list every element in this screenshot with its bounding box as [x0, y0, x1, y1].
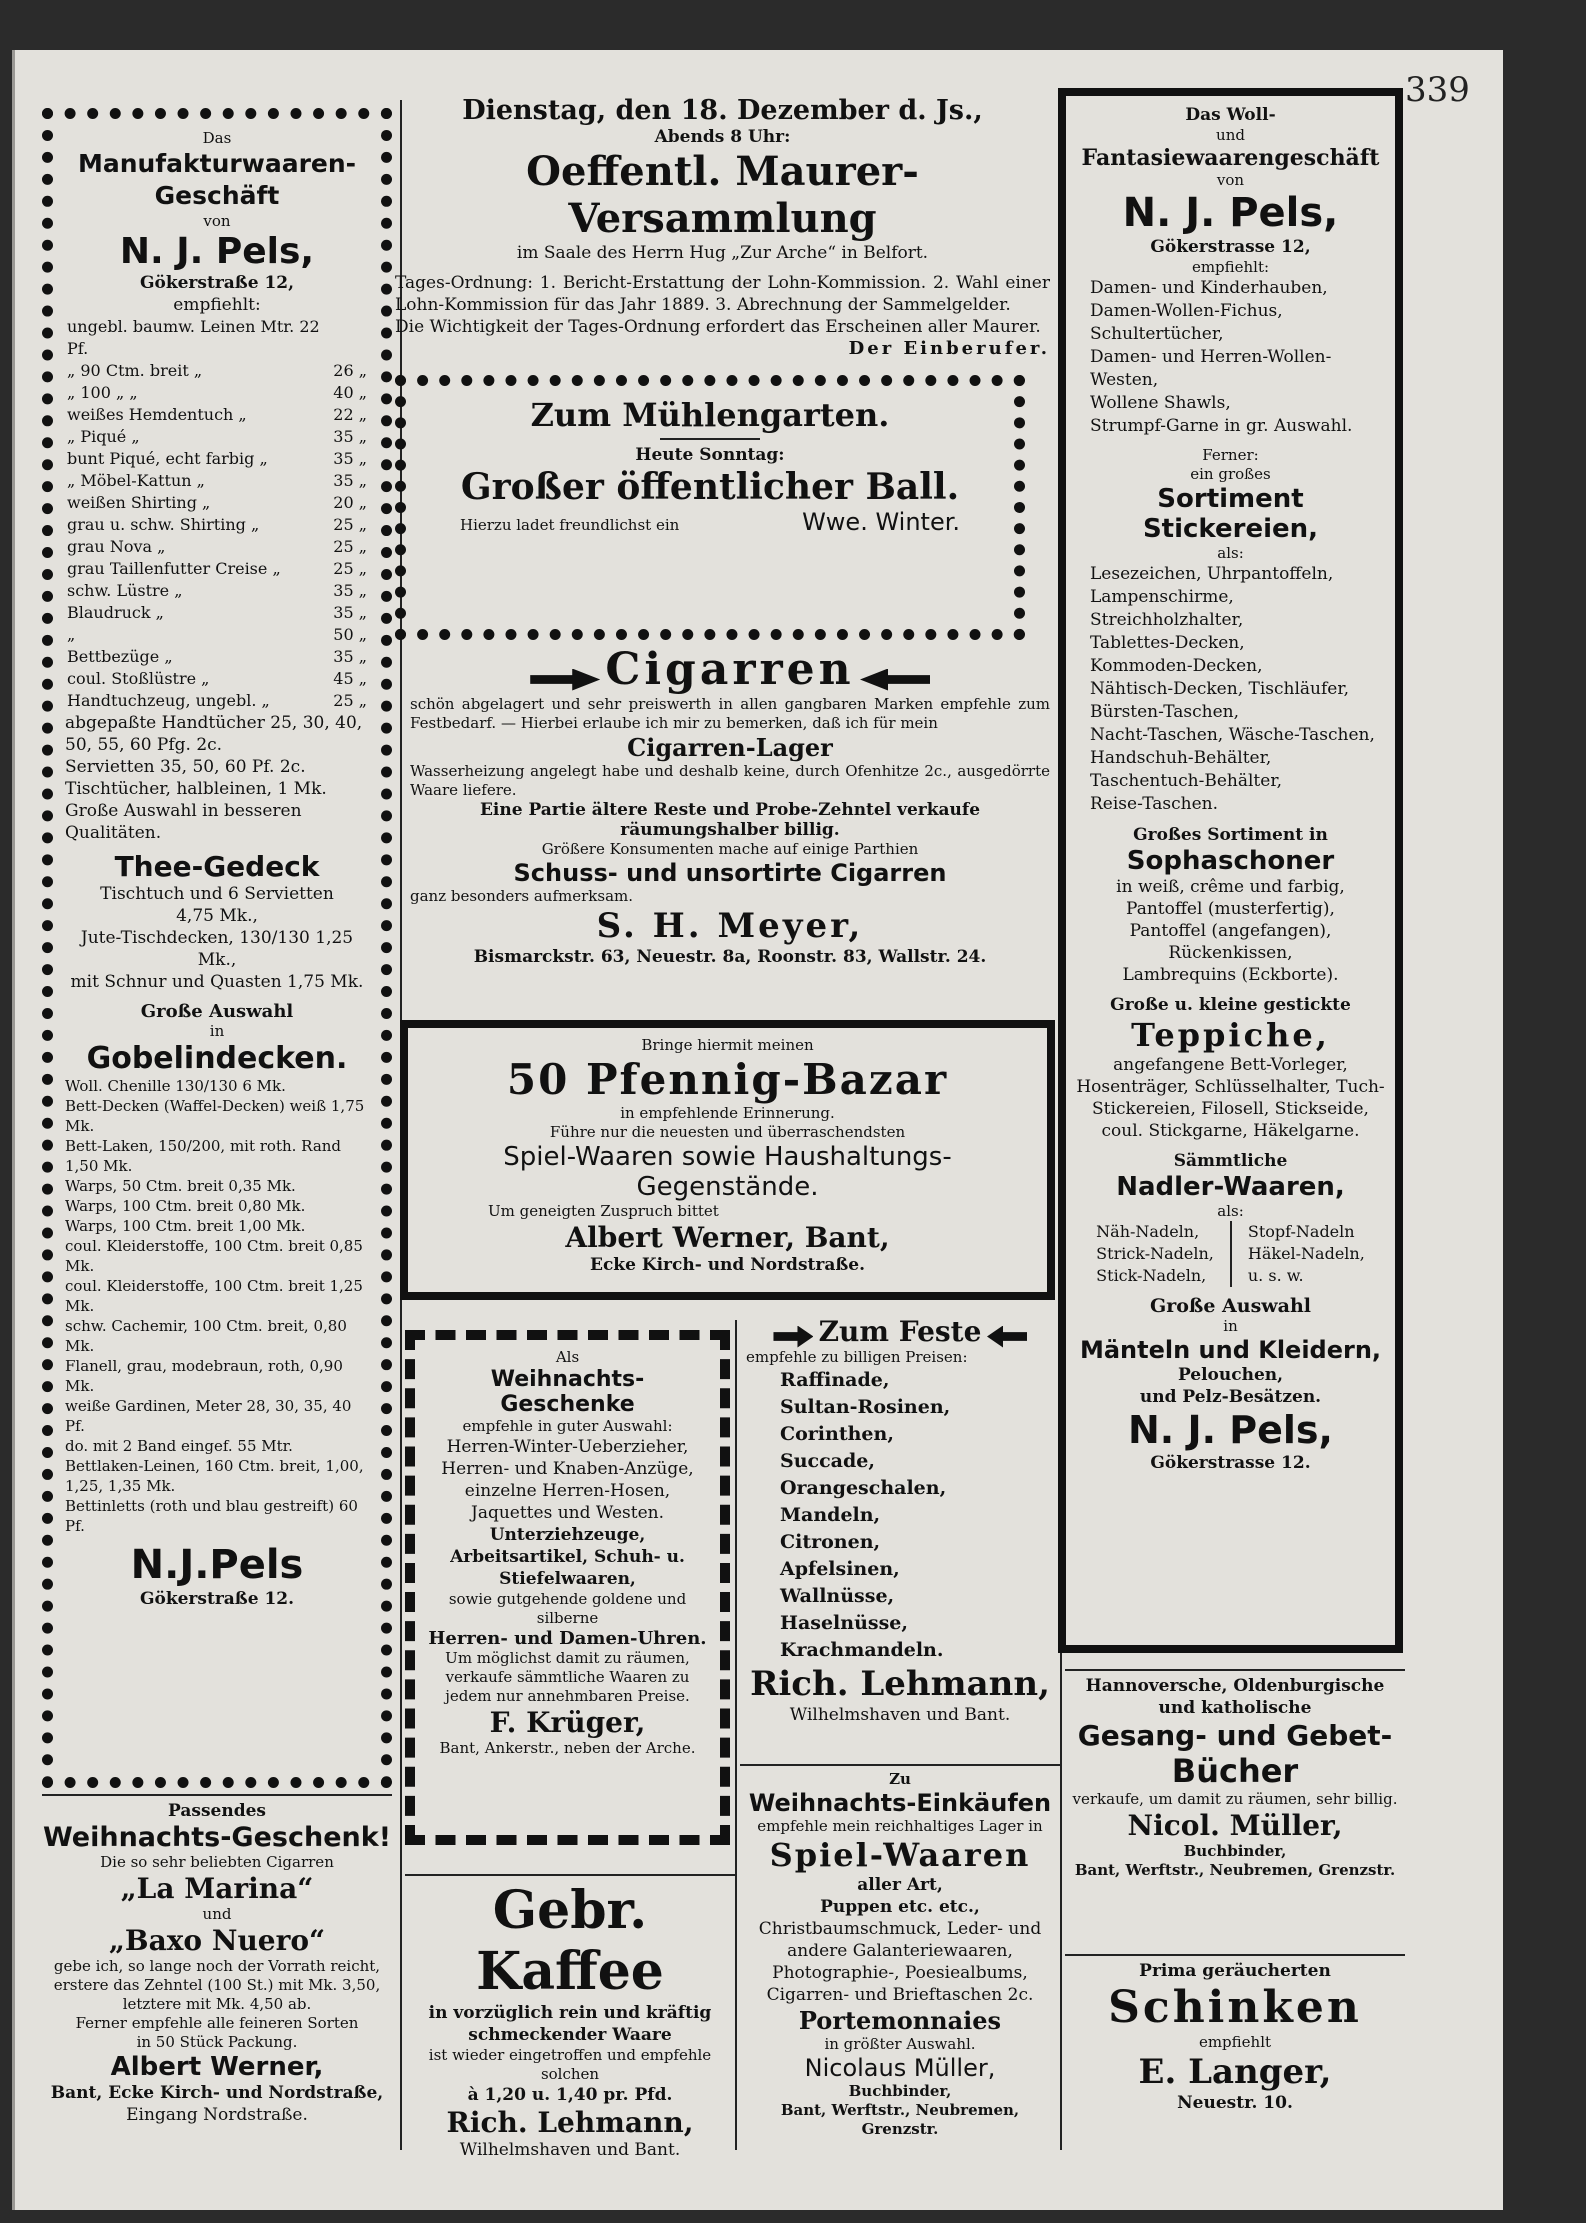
kaffee-ad — [405, 1870, 735, 2160]
mf-sign-address: Gökerstraße 12. — [139, 1589, 295, 1609]
kaffee-addr: Wilhelmshaven und Bant. — [459, 2140, 681, 2160]
woll-stick: Sortiment Stickereien, — [1142, 484, 1319, 544]
price-row — [65, 404, 369, 426]
wg-line: in 50 Stück Packung. — [136, 2033, 298, 2051]
price-value: 25 „ — [333, 691, 367, 710]
feste-item: Apfelsinen, — [780, 1558, 900, 1580]
gesang-text: verkaufe, um damit zu räumen, sehr billig. — [1072, 1790, 1398, 1808]
price-label: grau Nova „ — [67, 537, 166, 556]
wg-und: und — [202, 1905, 232, 1923]
mf-sign-name: N.J.Pels — [130, 1542, 304, 1588]
woll-item: Damen- und Kinderhauben, — [1090, 278, 1328, 298]
price-label: „ 90 Ctm. breit „ — [67, 361, 203, 380]
woll-empf: empfiehlt: — [1191, 258, 1270, 276]
pointing-hand-icon — [530, 669, 600, 691]
muehle-sign: Wwe. Winter. — [802, 508, 960, 536]
stick-item: Lesezeichen, Uhrpantoffeln, — [1090, 564, 1334, 584]
mf-title: Manufakturwaaren-Geschäft — [77, 149, 357, 210]
krueger-als: Als — [555, 1348, 580, 1366]
sopha-item: Pantoffel (angefangen), — [1129, 921, 1332, 941]
price-value: 35 „ — [333, 427, 367, 446]
krueger-addr: Bant, Ankerstr., neben der Arche. — [439, 1739, 696, 1757]
wg-line: gebe ich, so lange noch der Vorrath reicht, — [53, 1957, 381, 1975]
cig-name: S. H. Meyer, — [596, 906, 864, 946]
gobelin-line: Woll. Chenille 130/130 6 Mk. — [65, 1077, 286, 1095]
price-label: ungebl. baumw. Leinen Mtr. 22 Pf. — [67, 317, 320, 358]
woll-item: Damen- und Herren-Wollen-Westen, — [1090, 347, 1332, 390]
maurer-ad — [395, 95, 1050, 370]
wg-headline: Weihnachts-Geschenk! — [42, 1822, 392, 1853]
cig-text4: ganz besonders aufmerksam. — [410, 887, 634, 905]
price-label: schw. Lüstre „ — [67, 581, 183, 600]
bazar-sub: in empfehlende Erinnerung. — [620, 1104, 835, 1122]
gesang-title: Gesang- und Gebet- — [1077, 1719, 1393, 1752]
gobelin-line: schw. Cachemir, 100 Ctm. breit, 0,80 Mk. — [65, 1317, 347, 1355]
price-label: weißen Shirting „ — [67, 493, 211, 512]
price-row — [65, 580, 369, 602]
bazar-addr: Ecke Kirch- und Nordstraße. — [590, 1255, 865, 1275]
gobelin-line: Flanell, grau, modebraun, roth, 0,90 Mk. — [65, 1357, 343, 1395]
feste-item: Haselnüsse, — [780, 1612, 908, 1634]
price-row — [65, 668, 369, 690]
feste-item: Krachmandeln. — [780, 1639, 944, 1661]
price-label: „ — [67, 625, 76, 644]
spiel-art: aller Art, — [857, 1875, 943, 1895]
woll-und: und — [1216, 126, 1245, 144]
gobelin-line: Warps, 50 Ctm. breit 0,35 Mk. — [65, 1177, 296, 1195]
maurer-sign: Der Einberufer. — [848, 338, 1050, 359]
sopha-item: Rückenkissen, — [1168, 943, 1293, 963]
schinken-ad — [1065, 1950, 1405, 2150]
wg-addr: Bant, Ecke Kirch- und Nordstraße, — [50, 2083, 384, 2103]
thee-lines — [65, 883, 369, 993]
spiel-title: Weihnachts-Einkäufen — [748, 1789, 1052, 1817]
weihnachts-geschenk-ad — [42, 1790, 392, 2160]
price-value: 45 „ — [333, 669, 367, 688]
gobelin-line: Bettlaken-Leinen, 160 Ctm. breit, 1,00, 1,25, 1,35 Mk. — [65, 1457, 364, 1495]
kaffee-line3: ist wieder eingetroffen und empfehle solchen — [428, 2046, 712, 2083]
stick-item: Kommoden-Decken, — [1090, 656, 1263, 676]
nadel-item: Häkel-Nadeln, — [1247, 1244, 1365, 1263]
sopha-item: Pantoffel (musterfertig), — [1126, 899, 1335, 919]
feste-name: Rich. Lehmann, — [750, 1664, 1050, 1704]
feste-item: Succade, — [780, 1450, 875, 1472]
feste-item: Orangeschalen, — [780, 1477, 947, 1499]
price-value: 22 „ — [333, 405, 367, 424]
price-row — [65, 316, 369, 360]
price-value: 20 „ — [333, 493, 367, 512]
woll-fantasie-ad — [1058, 88, 1403, 1653]
price-row — [65, 514, 369, 536]
wg-addr2: Eingang Nordstraße. — [126, 2105, 308, 2125]
schinken-name: E. Langer, — [1138, 2052, 1332, 2092]
spiel-zu: Zu — [889, 1770, 911, 1788]
feste-ad — [740, 1315, 1060, 1755]
price-row — [65, 602, 369, 624]
price-value: 35 „ — [333, 603, 367, 622]
thee-line: Tischtuch und 6 Servietten — [100, 884, 334, 904]
mf-extra-line: abgepaßte Handtücher 25, 30, 40, 50, 55, 60 Pfg. 2c. — [65, 713, 363, 755]
price-row — [65, 690, 369, 712]
woll-ein: ein großes — [1190, 465, 1271, 483]
krueger-intro: empfehle in guter Auswahl: — [462, 1417, 673, 1435]
schinken-intro: Prima geräucherten — [1139, 1961, 1331, 1981]
bazar-text: Führe nur die neuesten und überraschendsten — [549, 1123, 906, 1141]
muehle-title: Zum Mühlengarten. — [530, 396, 890, 434]
woll-gross: Großes Sortiment in — [1133, 825, 1328, 845]
price-label: grau Taillenfutter Creise „ — [67, 559, 281, 578]
woll-sopha: Sophaschoner — [1126, 846, 1335, 876]
gobelin-line: Warps, 100 Ctm. breit 0,80 Mk. — [65, 1197, 306, 1215]
price-row — [65, 558, 369, 580]
sopha-items-list — [1076, 876, 1385, 986]
woll-addr: Gökerstrasse 12, — [1150, 237, 1311, 257]
bazar-ask: Um geneigten Zuspruch bittet — [488, 1202, 719, 1220]
nadler-als: als: — [1217, 1202, 1244, 1220]
price-label: coul. Stoßlüstre „ — [67, 669, 210, 688]
maurer-date: Dienstag, den 18. Dezember d. Js., — [462, 95, 983, 126]
gesang-job: Buchbinder, — [1183, 1842, 1287, 1860]
gobelin-line: weiße Gardinen, Meter 28, 30, 35, 40 Pf. — [65, 1397, 352, 1435]
mf-name: N. J. Pels, — [119, 231, 315, 272]
price-row — [65, 360, 369, 382]
price-value: 25 „ — [333, 515, 367, 534]
cig-partie: Eine Partie ältere Reste und Probe-Zehntel verkaufe räumungshalber billig. — [479, 800, 981, 840]
muehlengarten-ad — [395, 375, 1025, 640]
woll-von: von — [1216, 171, 1245, 189]
wg-title: Passendes — [168, 1801, 266, 1821]
spiel-text: Christbaumschmuck, Leder- und andere Galanteriewaaren, Photographie-, Poesiealbums, Cigarren- und Brieftaschen 2c. — [758, 1919, 1042, 2005]
woll-als: als: — [1217, 544, 1244, 562]
mf-auswahl: Große Auswahl — [140, 1001, 294, 1022]
thee-title: Thee-Gedeck — [114, 850, 320, 883]
nadel-item: u. s. w. — [1247, 1266, 1304, 1285]
mf-empfiehlt: empfiehlt: — [173, 295, 261, 315]
stick-item: Reise-Taschen. — [1090, 794, 1218, 814]
nadel-item: Stopf-Nadeln — [1247, 1222, 1355, 1241]
thee-line: mit Schnur und Quasten 1,75 Mk. — [70, 972, 364, 992]
stick-item: Handschuh-Behälter, — [1090, 748, 1272, 768]
price-row — [65, 646, 369, 668]
gesang-addr: Bant, Werftstr., Neubremen, Grenzstr. — [1074, 1861, 1396, 1879]
cig-addr: Bismarckstr. 63, Neuestr. 8a, Roonstr. 83, Wallstr. 24. — [473, 947, 987, 967]
schinken-addr: Neuestr. 10. — [1177, 2093, 1293, 2113]
price-value — [325, 316, 369, 360]
krueger-goods3: sowie gutgehende goldene und silberne — [448, 1590, 687, 1627]
wg-line: Ferner empfehle alle feineren Sorten — [75, 2014, 359, 2032]
krueger-goods: Herren-Winter-Ueberzieher, Herren- und Knaben-Anzüge, einzelne Herren-Hosen, Jaquettes und Westen. — [441, 1437, 694, 1523]
gobelin-line: Bett-Laken, 150/200, mit roth. Rand 1,50 Mk. — [65, 1137, 342, 1175]
price-value: 35 „ — [333, 581, 367, 600]
gesang-line1: Hannoversche, Oldenburgische — [1085, 1676, 1385, 1696]
stick-items-list — [1076, 563, 1385, 816]
price-value: 26 „ — [333, 361, 367, 380]
spielwaaren-ad — [740, 1760, 1060, 2150]
manufaktur-ad — [42, 108, 392, 1788]
woll-name: N. J. Pels, — [1122, 190, 1339, 236]
stick-item: Lampenschirme, — [1090, 587, 1234, 607]
wg-line1: Die so sehr beliebten Cigarren — [100, 1853, 334, 1871]
mf-extra-line: Servietten 35, 50, 60 Pf. 2c. — [65, 757, 306, 777]
bazar-goods: Spiel-Waaren sowie Haushaltungs-Gegenstände. — [503, 1142, 952, 1202]
feste-item: Wallnüsse, — [780, 1585, 895, 1607]
cig-schuss: Schuss- und unsortirte Cigarren — [513, 859, 947, 887]
price-label: bunt Piqué, echt farbig „ — [67, 449, 268, 468]
woll-title1: Das Woll- — [1185, 105, 1276, 125]
wg-name: Albert Werner, — [110, 2052, 324, 2082]
woll-item: Wollene Shawls, — [1090, 393, 1231, 413]
woll-addr2: Gökerstrasse 12. — [1150, 1453, 1311, 1473]
price-value: 35 „ — [333, 647, 367, 666]
mf-price-list — [65, 316, 369, 712]
price-label: „ Piqué „ — [67, 427, 140, 446]
woll-item: Schultertücher, — [1090, 324, 1224, 344]
woll-item: Strumpf-Garne in gr. Auswahl. — [1090, 416, 1353, 436]
price-row — [65, 492, 369, 514]
woll-ferner: Ferner: — [1202, 446, 1259, 464]
nadeln-right — [1232, 1221, 1381, 1287]
muehle-ball: Großer öffentlicher Ball. — [460, 466, 960, 508]
teppich-title: Teppiche, — [1131, 1016, 1330, 1054]
price-row — [65, 624, 369, 646]
nadeln-left — [1080, 1221, 1232, 1287]
middle-subdivider — [735, 1320, 737, 2150]
maurer-agenda: Tages-Ordnung: 1. Bericht-Erstattung der Lohn-Kommission. 2. Wahl einer Lohn-Kommission für das Jahr 1889. 3. Abrechnung der Sammelgelder. — [395, 273, 1050, 315]
maurer-time: Abends 8 Uhr: — [654, 127, 791, 147]
woll-items-list — [1076, 277, 1385, 438]
gobelin-line: coul. Kleiderstoffe, 100 Ctm. breit 1,25 Mk. — [65, 1277, 363, 1315]
woll-maentel: Mänteln und Kleidern, — [1079, 1336, 1382, 1364]
gobelin-title: Gobelindecken. — [86, 1041, 348, 1076]
gobelin-line: Warps, 100 Ctm. breit 1,00 Mk. — [65, 1217, 306, 1235]
spiel-port: Portemonnaies — [798, 2006, 1002, 2035]
stick-item: Nacht-Taschen, Wäsche-Taschen, — [1090, 725, 1375, 745]
feste-intro: empfehle zu billigen Preisen: — [746, 1348, 968, 1366]
price-value: 35 „ — [333, 471, 367, 490]
cig-text3: Größere Konsumenten mache auf einige Parthien — [541, 840, 919, 858]
spiel-name: Nicolaus Müller, — [804, 2054, 996, 2082]
bazar-name: Albert Werner, Bant, — [565, 1221, 890, 1254]
stick-item: Tablettes-Decken, — [1090, 633, 1245, 653]
kaffee-line2: schmeckender Waare — [468, 2025, 672, 2045]
woll-pelz: und Pelz-Besätzen. — [1139, 1387, 1322, 1407]
price-value: 50 „ — [333, 625, 367, 644]
krueger-goods2: Unterziehzeuge, Arbeitsartikel, Schuh- u. Stiefelwaaren, — [450, 1525, 685, 1589]
maurer-title: Oeffentl. Maurer-Versammlung — [526, 148, 919, 242]
gesang-ad — [1065, 1665, 1405, 1950]
maurer-note: Die Wichtigkeit der Tages-Ordnung erfordert das Erscheinen aller Maurer. — [395, 317, 1041, 337]
gobelin-line: Bettinletts (roth und blau gestreift) 60 Pf. — [65, 1497, 358, 1535]
mf-extra-line: Tischtücher, halbleinen, 1 Mk. — [65, 779, 327, 799]
bazar-title: 50 Pfennig-Bazar — [506, 1055, 949, 1104]
cig-text2: Wasserheizung angelegt habe und deshalb keine, durch Ofenhitze 2c., ausgedörrte Waare liefere. — [410, 762, 1050, 799]
nadel-item: Stick-Nadeln, — [1096, 1266, 1207, 1285]
spiel-goods: Spiel-Waaren — [769, 1836, 1031, 1874]
woll-name2: N. J. Pels, — [1128, 1408, 1333, 1452]
wg-brand2: „Baxo Nuero“ — [108, 1924, 326, 1957]
gobelin-lines — [65, 1076, 369, 1536]
cig-title: Cigarren — [605, 644, 855, 695]
krueger-ad — [405, 1330, 730, 1845]
bazar-ad — [400, 1020, 1055, 1300]
teppich-text: angefangene Bett-Vorleger, Hosenträger, Schlüsselhalter, Tuch-Stickereien, Filosell, Stickseide, coul. Stickgarne, Häkelgarne. — [1076, 1055, 1385, 1141]
stick-item: Nähtisch-Decken, Tischläufer, — [1090, 679, 1350, 699]
spiel-auswahl: in größter Auswahl. — [824, 2035, 976, 2053]
price-row — [65, 448, 369, 470]
wg-lines — [42, 1957, 392, 2052]
price-label: Blaudruck „ — [67, 603, 164, 622]
nadeln-columns — [1076, 1221, 1385, 1287]
feste-list — [740, 1367, 1060, 1664]
kaffee-price: à 1,20 u. 1,40 pr. Pfd. — [467, 2085, 673, 2105]
gobelin-line: Bett-Decken (Waffel-Decken) weiß 1,75 Mk. — [65, 1097, 365, 1135]
price-label: „ Möbel-Kattun „ — [67, 471, 205, 490]
woll-auswahl: Große Auswahl — [1150, 1295, 1311, 1317]
mf-intro: Das — [202, 129, 232, 147]
woll-in: in — [1223, 1317, 1238, 1335]
page-number: 339 — [1405, 70, 1470, 110]
woll-item: Damen-Wollen-Fichus, — [1090, 301, 1283, 321]
pointing-hand-icon — [987, 1326, 1027, 1348]
price-label: grau u. schw. Shirting „ — [67, 515, 260, 534]
mf-extra-list — [65, 712, 369, 844]
thee-line: Jute-Tischdecken, 130/130 1,25 Mk., — [80, 928, 354, 970]
stick-item: Bürsten-Taschen, — [1090, 702, 1240, 722]
kaffee-title: Gebr. Kaffee — [476, 1880, 664, 2002]
price-label: Bettbezüge „ — [67, 647, 173, 666]
pointing-hand-icon — [773, 1326, 813, 1348]
price-row — [65, 470, 369, 492]
krueger-title: Weihnachts-Geschenke — [490, 1367, 645, 1417]
mf-in: in — [209, 1022, 225, 1040]
price-value: 25 „ — [333, 537, 367, 556]
gobelin-line: do. mit 2 Band eingef. 55 Mtr. — [65, 1437, 293, 1455]
krueger-text: Um möglichst damit zu räumen, verkaufe sämmtliche Waaren zu jedem nur annehmbaren Preise. — [445, 1649, 690, 1705]
feste-item: Mandeln, — [780, 1504, 881, 1526]
price-value: 35 „ — [333, 449, 367, 468]
price-value: 25 „ — [333, 559, 367, 578]
kaffee-name: Rich. Lehmann, — [446, 2106, 694, 2139]
woll-pel: Pelouchen, — [1177, 1365, 1284, 1385]
krueger-uhren: Herren- und Damen-Uhren. — [428, 1628, 707, 1649]
nadler-title: Nadler-Waaren, — [1116, 1172, 1345, 1202]
bazar-intro: Bringe hiermit meinen — [641, 1036, 814, 1054]
feste-addr: Wilhelmshaven und Bant. — [789, 1705, 1011, 1725]
stick-item: Taschentuch-Behälter, — [1090, 771, 1282, 791]
gesang-line2: und katholische — [1158, 1698, 1312, 1718]
wg-line: erstere das Zehntel (100 St.) mit Mk. 3,50, — [53, 1976, 381, 1994]
thee-line: 4,75 Mk., — [176, 906, 258, 926]
spiel-job: Buchbinder, — [848, 2082, 952, 2100]
gesang-buecher: Bücher — [1171, 1752, 1299, 1790]
price-label: weißes Hemdentuch „ — [67, 405, 247, 424]
schinken-empf: empfiehlt — [1198, 2033, 1272, 2051]
cig-lager: Cigarren-Lager — [627, 733, 833, 762]
price-row — [65, 426, 369, 448]
price-value: 40 „ — [333, 383, 367, 402]
wg-brand1: „La Marina“ — [120, 1872, 314, 1905]
nadel-item: Näh-Nadeln, — [1096, 1222, 1200, 1241]
maurer-place: im Saale des Herrn Hug „Zur Arche“ in Belfort. — [516, 243, 929, 263]
feste-title: Zum Feste — [818, 1315, 982, 1348]
price-row — [65, 382, 369, 404]
feste-item: Citronen, — [780, 1531, 881, 1553]
muehle-invite: Hierzu ladet freundlichst ein — [460, 516, 680, 534]
feste-item: Sultan-Rosinen, — [780, 1396, 951, 1418]
price-label: Handtuchzeug, ungebl. „ — [67, 691, 270, 710]
sopha-item: in weiß, crême und farbig, — [1116, 877, 1345, 897]
teppich-intro: Große u. kleine gestickte — [1110, 995, 1351, 1015]
kaffee-line1: in vorzüglich rein und kräftig — [428, 2003, 712, 2023]
mf-von: von — [203, 212, 231, 230]
spiel-intro: empfehle mein reichhaltiges Lager in — [757, 1817, 1043, 1835]
price-label: „ 100 „ „ — [67, 383, 138, 402]
sopha-item: Lambrequins (Eckborte). — [1122, 965, 1339, 985]
gobelin-line: coul. Kleiderstoffe, 100 Ctm. breit 0,85 Mk. — [65, 1237, 363, 1275]
spiel-puppen: Puppen etc. etc., — [820, 1897, 980, 1917]
cig-text1: schön abgelagert und sehr preiswerth in allen gangbaren Marken empfehle zum Festbedarf. — Hierbei erlaube ich mir zu bemerken, daß ich für mein — [410, 695, 1050, 732]
krueger-name: F. Krüger, — [489, 1706, 646, 1739]
nadler-saemm: Sämmtliche — [1173, 1151, 1288, 1171]
pointing-hand-icon — [860, 669, 930, 691]
feste-item: Corinthen, — [780, 1423, 894, 1445]
mf-extra-line: Große Auswahl in besseren Qualitäten. — [65, 801, 302, 843]
nadel-item: Strick-Nadeln, — [1096, 1244, 1214, 1263]
price-row — [65, 536, 369, 558]
stick-item: Streichholzhalter, — [1090, 610, 1244, 630]
spiel-addr: Bant, Werftstr., Neubremen, Grenzstr. — [780, 2101, 1020, 2138]
feste-item: Raffinade, — [780, 1369, 890, 1391]
schinken-title: Schinken — [1108, 1982, 1362, 2033]
mf-address: Gökerstraße 12, — [139, 273, 295, 293]
gesang-name: Nicol. Müller, — [1127, 1809, 1343, 1842]
muehle-sub: Heute Sonntag: — [635, 445, 785, 465]
cigarren-ad — [410, 640, 1050, 1020]
woll-title2: Fantasiewaarengeschäft — [1081, 145, 1380, 171]
wg-line: letztere mit Mk. 4,50 ab. — [122, 1995, 312, 2013]
